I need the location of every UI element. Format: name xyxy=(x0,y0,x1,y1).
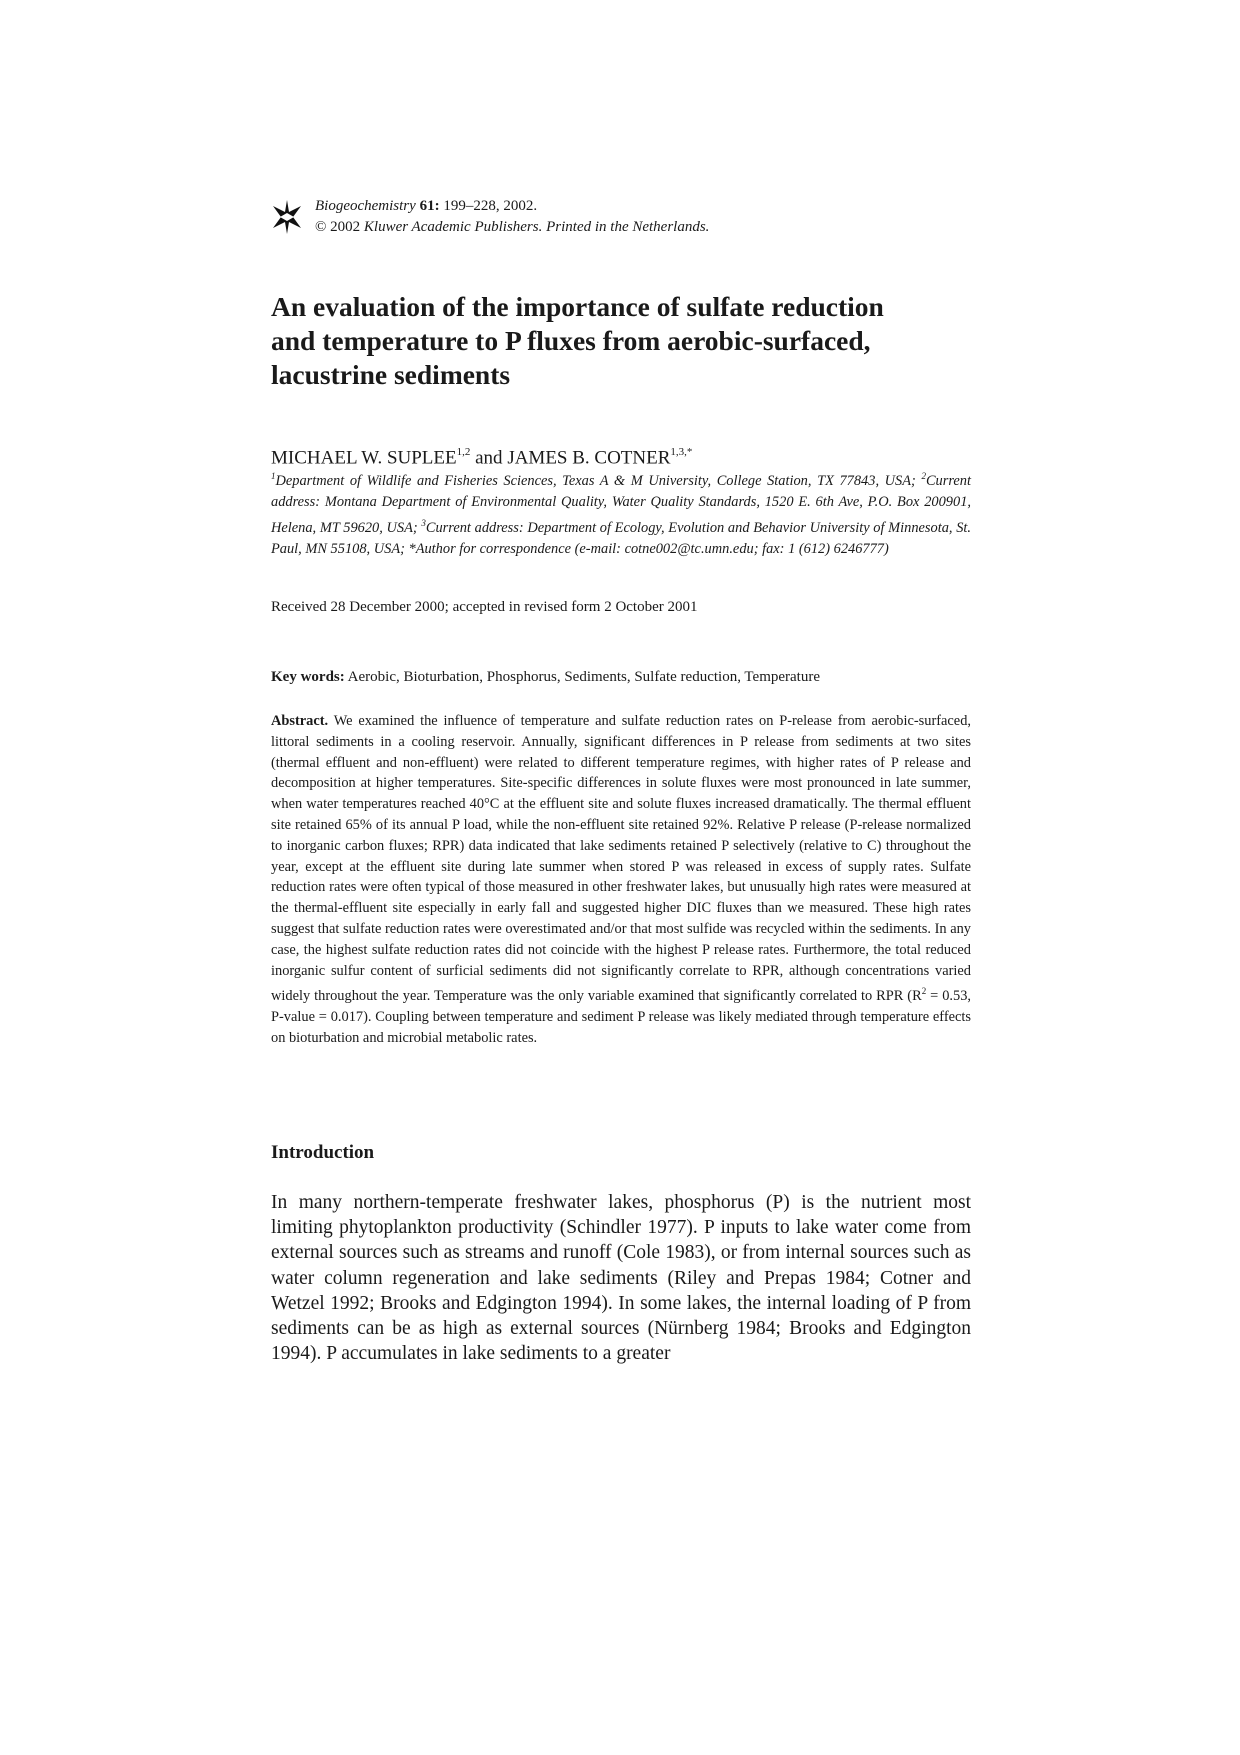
journal-pages: 199–228, 2002. xyxy=(439,198,538,214)
abstract-label: Abstract. xyxy=(271,713,329,729)
introduction-paragraph: In many northern-temperate freshwater lakes, phosphorus (P) is the nutrient most limiting phytoplankton productivity (Schindler 1977). P inputs to lake water come from external sources such as streams and runoff (Cole 1983), or from internal sources such as water column regeneration and lake sediments (Riley and Prepas 1984; Cotner and Wetzel 1992; Brooks and Edgington 1994). In some lakes, the internal loading of P from sediments can be as high as external sources (Nürnberg 1984; Brooks and Edgington 1994). P accumulates in lake sediments to a greater xyxy=(271,1192,971,1365)
author-conjunction: and xyxy=(470,447,508,469)
copyright-text: Kluwer Academic Publishers. Printed in the Netherlands. xyxy=(363,219,710,235)
affiliation-2: Current address: Montana Department of Environmental Quality, Water Quality Standards, 1520 E. 6th Ave, P.O. Box 200901, Helena, MT 59620, USA; xyxy=(271,472,971,536)
abstract-text-1: We examined the influence of temperature and sulfate reduction rates on P-release from aerobic-surfaced, littoral sediments in a cooling reservoir. Annually, significant differences in P release from sediments at two sites (thermal effluent and non-effluent) were related to different temperature regimes, with higher rates of P release and decomposition at higher temperatures. Site-specific differences in solute fluxes were most pronounced in late summer, when water temperatures reached 40°C at the effluent site and solute fluxes increased dramatically. The thermal effluent site retained 65% of its annual P load, while the non-effluent site retained 92%. Relative P release (P-release normalized to inorganic carbon fluxes; RPR) data indicated that lake sediments retained P selectively (relative to C) throughout the year, except at the effluent site during late summer when stored P was released in excess of supply rates. Sulfate reduction rates were often typical of those measured in other freshwater lakes, but unusually high rates were measured at the thermal-effluent site especially in early fall and suggested higher DIC fluxes than we measured. These high rates suggest that sulfate reduction rates were overestimated and/or that most sulfide was recycled within the sediments. In any case, the highest sulfate reduction rates did not coincide with the highest P release rates. Furthermore, the total reduced inorganic sulfur content of surficial sediments did not significantly correlate to RPR, although concentrations varied widely throughout the year. Temperature was the only variable examined that significantly correlated to RPR (R xyxy=(271,713,971,1005)
author-2-affiliation-marks: 1,3,* xyxy=(670,446,693,458)
abstract-superscript: 2 xyxy=(921,986,927,997)
copyright-line xyxy=(315,217,709,238)
journal-volume: 61: xyxy=(419,198,440,214)
abstract xyxy=(271,711,971,1049)
title-line-1: An evaluation of the importance of sulfate reduction xyxy=(271,291,884,322)
abstract-text-2: = 0.53, P-value = 0.017). Coupling between temperature and sediment P release was likely mediated through temperature effects on bioturbation and microbial metabolic rates. xyxy=(271,988,971,1046)
section-heading-introduction: Introduction xyxy=(271,1142,375,1163)
keywords xyxy=(271,667,820,687)
affiliation-3-mark: 3 xyxy=(421,517,426,528)
affiliations xyxy=(271,466,971,560)
keywords-text: Aerobic, Bioturbation, Phosphorus, Sediments, Sulfate reduction, Temperature xyxy=(344,669,821,685)
affiliation-3: Current address: Department of Ecology, Evolution and Behavior University of Minnesota, St. Paul, MN 55108, USA; *Author for correspondence (e-mail: cotne002@tc.umn.edu; fax: 1 (612) 6246777) xyxy=(271,519,971,557)
kluwer-logo-icon xyxy=(271,198,303,236)
author-2: JAMES B. COTNER xyxy=(507,447,671,469)
paper-title xyxy=(271,290,971,392)
journal-header xyxy=(271,196,971,240)
copyright-prefix: © 2002 xyxy=(315,219,364,235)
affiliation-2-mark: 2 xyxy=(921,471,926,481)
affiliation-1: Department of Wildlife and Fisheries Sciences, Texas A & M University, College Station, TX 77843, USA; xyxy=(275,472,922,489)
author-1: MICHAEL W. SUPLEE xyxy=(271,447,457,469)
journal-citation xyxy=(315,196,537,217)
affiliation-1-mark: 1 xyxy=(271,471,276,481)
keywords-label: Key words: xyxy=(271,669,345,685)
title-line-3: lacustrine sediments xyxy=(271,359,511,390)
author-1-affiliation-marks: 1,2 xyxy=(456,446,471,458)
received-dates: Received 28 December 2000; accepted in revised form 2 October 2001 xyxy=(271,599,698,615)
title-line-2: and temperature to P fluxes from aerobic-surfaced, xyxy=(271,325,871,356)
journal-name: Biogeochemistry xyxy=(315,198,416,214)
